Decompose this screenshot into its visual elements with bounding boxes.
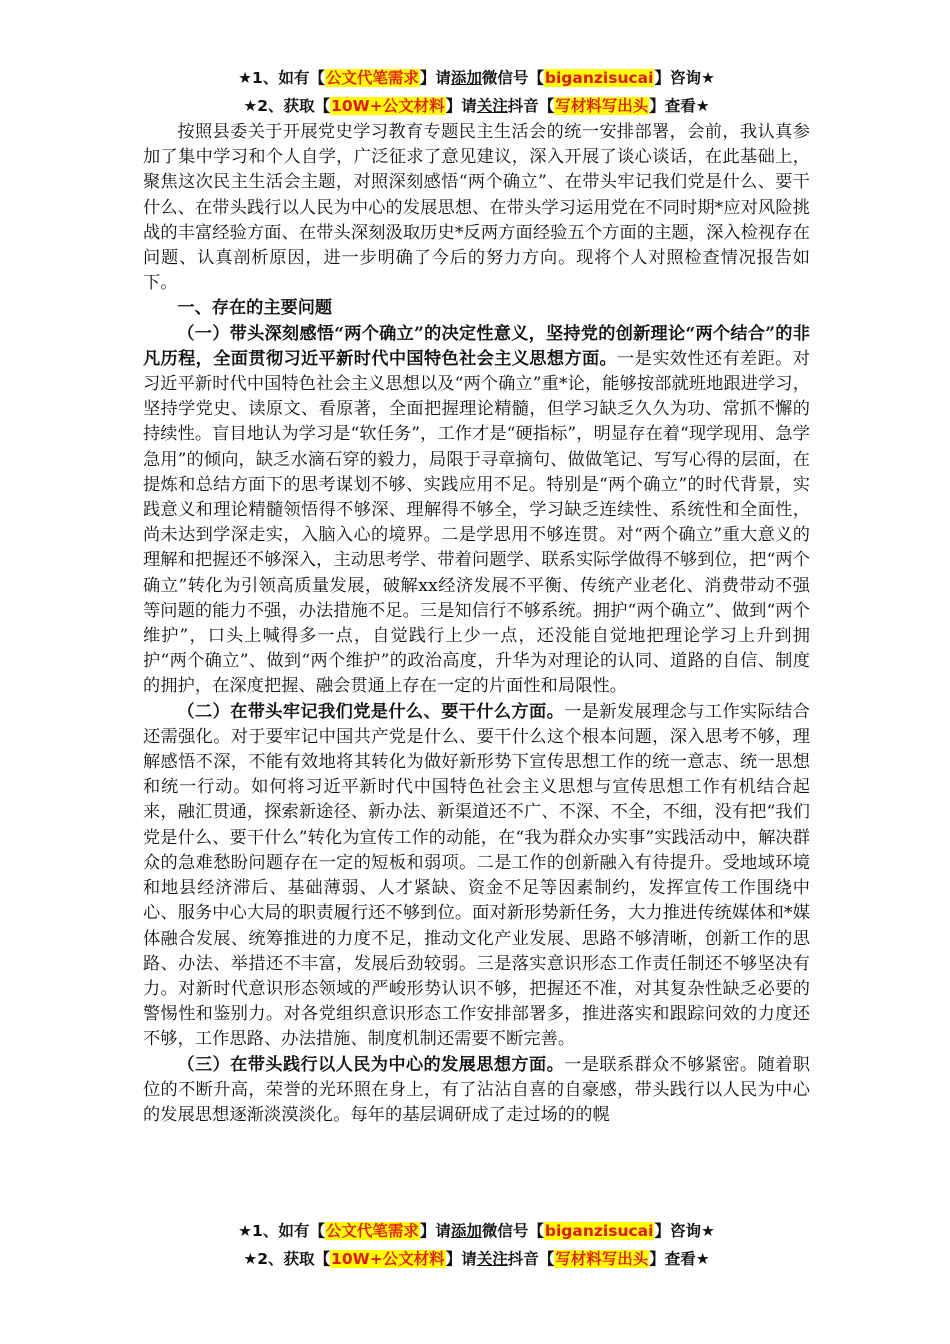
promo-line-1 — [143, 1217, 810, 1245]
promo-highlight: 写材料写出头 — [555, 1250, 649, 1268]
promo-banner-top — [143, 64, 810, 120]
paragraph-1 — [143, 322, 810, 700]
section-heading: 一、存在的主要问题 — [177, 298, 333, 319]
document-page — [143, 64, 810, 1128]
promo-line-1 — [143, 64, 810, 92]
promo-text: 微信号【 — [481, 69, 544, 87]
promo-underline: 关注 — [476, 1250, 508, 1268]
promo-highlight: 10W+公文材料 — [331, 97, 445, 115]
promo-text: 抖音【 — [507, 1250, 555, 1268]
promo-text: ★1、如有【 — [238, 69, 325, 87]
promo-text: 】查看★ — [649, 1250, 710, 1268]
promo-highlight: 写材料写出头 — [555, 97, 649, 115]
promo-text: ★1、如有【 — [238, 1222, 325, 1240]
promo-text: 微信号【 — [481, 1222, 544, 1240]
promo-text: ★2、获取【 — [243, 97, 331, 115]
promo-underline: 关注 — [476, 97, 508, 115]
promo-text: 】请 — [445, 1250, 477, 1268]
paragraph-3 — [143, 1053, 810, 1129]
paragraph-1-body: 一是实效性还有差距。对习近平新时代中国特色社会主义思想以及“两个确立”重*论，能够按部就班地跟进学习，坚持学党史、读原文、看原著，全面把握理论精髓，但学习缺乏久久为功、常抓不懈的持续性。盲目地认为学习是“软任务”，工作才是“硬指标”，明显存在着“现学现用、急学急用”的倾向，缺乏水滴石穿的毅力，局限于寻章摘句、做做笔记、写写心得的层面，在提炼和总结方面下的思考谋划不够、实践应用不足。特别是“两个确立”的时代背景，实践意义和理论精髓领悟得不够深、理解得不够全，学习缺乏连续性、系统性和全面性，尚未达到学深走实，入脑入心的境界。二是学思用不够连贯。对“两个确立”重大意义的理解和把握还不够深入，主动思考学、带着问题学、联系实际学做得不够到位，把“两个确立”转化为引领高质量发展，破解xx经济发展不平衡、传统产业老化、消费带动不强等问题的能力不强，办法措施不足。三是知信行不够系统。拥护“两个确立”、做到“两个维护”，口头上喊得多一点，自觉践行上少一点，还没能自觉地把理论学习上升到拥护“两个确立”、做到“两个维护”的政治高度，升华为对理论的认同、道路的自信、制度的拥护，在深度把握、融会贯通上存在一定的片面性和局限性。 — [143, 348, 810, 697]
intro-paragraph: 按照县委关于开展党史学习教育专题民主生活会的统一安排部署，会前，我认真参加了集中学习和个人自学，广泛征求了意见建议，深入开展了谈心谈话，在此基础上，聚焦这次民主生活会主题，对照深刻感悟“两个确立”、在带头牢记我们党是什么、要干什么、在带头践行以人民为中心的发展思想、在带头学习运用党在不同时期*应对风险挑战的丰富经验方面、在带头深刻汲取历史*反两方面经验五个方面的主题，深入检视存在问题、认真剖析原因，进一步明确了今后的努力方向。现将个人对照检查情况报告如下。 — [143, 122, 810, 294]
promo-highlight: 公文代笔需求 — [325, 69, 419, 87]
promo-banner-bottom-inner — [143, 1217, 810, 1273]
paragraph-2-title: （二）在带头牢记我们党是什么、要干什么方面。 — [177, 701, 565, 722]
paragraph-1-title: （一）带头深刻感悟“两个确立”的决定性意义，坚持党的创新理论“两个结合”的非凡历程，全面贯彻习近平新时代中国特色社会主义思想方面。 — [143, 323, 810, 369]
promo-underline: 添加 — [450, 1222, 482, 1240]
paragraph-3-body: 一是联系群众不够紧密。随着职位的不断升高，荣誉的光环照在身上，有了沾沾自喜的自豪感，带头践行以人民为中心的发展思想逐渐淡漠淡化。每年的基层调研成了走过场的的幌 — [143, 1054, 811, 1125]
promo-text: 】查看★ — [649, 97, 710, 115]
promo-underline: 添加 — [450, 69, 482, 87]
promo-banner-bottom — [143, 1217, 810, 1273]
promo-highlight: 10W+公文材料 — [331, 1250, 445, 1268]
promo-line-2 — [143, 92, 810, 120]
promo-line-2 — [143, 1245, 810, 1273]
promo-highlight: biganzisucai — [544, 1222, 654, 1240]
paragraph-3-title: （三）在带头践行以人民为中心的发展思想方面。 — [177, 1054, 565, 1075]
promo-highlight: 公文代笔需求 — [325, 1222, 419, 1240]
promo-text: ★2、获取【 — [243, 1250, 331, 1268]
promo-text: 】咨询★ — [654, 1222, 715, 1240]
promo-text: 】请 — [419, 69, 451, 87]
promo-highlight: biganzisucai — [544, 69, 654, 87]
paragraph-2 — [143, 700, 810, 1053]
promo-text: 】咨询★ — [654, 69, 715, 87]
promo-text: 抖音【 — [507, 97, 555, 115]
promo-text: 】请 — [445, 97, 477, 115]
promo-text: 】请 — [419, 1222, 451, 1240]
paragraph-2-body: 一是新发展理念与工作实际结合还需强化。对于要牢记中国共产党是什么、要干什么这个根本问题，深入思考不够，理解感悟不深，不能有效地将其转化为做好新形势下宣传思想工作的统一意志、统一思想和统一行动。如何将习近平新时代中国特色社会主义思想与宣传思想工作有机结合起来，融汇贯通，探索新途径、新办法、新渠道还不广、不深、不全，不细，没有把“我们党是什么、要干什么”转化为宣传工作的动能，在“我为群众办实事”实践活动中，解决群众的急难愁盼问题存在一定的短板和弱项。二是工作的创新融入有待提升。受地域环境和地县经济滞后、基础薄弱、人才紧缺、资金不足等因素制约，发挥宣传工作围绕中心、服务中心大局的职责履行还不够到位。面对新形势新任务，大力推进传统媒体和*媒体融合发展、统筹推进的力度不足，推动文化产业发展、思路不够清晰，创新工作的思路、办法、举措还不丰富，发展后劲较弱。三是落实意识形态工作责任制还不够坚决有力。对新时代意识形态领域的严峻形势认识不够，把握还不准，对其复杂性缺乏必要的警惕性和鉴别力。对各党组织意识形态工作安排部署多，推进落实和跟踪问效的力度还不够，工作思路、办法措施、制度机制还需要不断完善。 — [143, 701, 811, 1050]
